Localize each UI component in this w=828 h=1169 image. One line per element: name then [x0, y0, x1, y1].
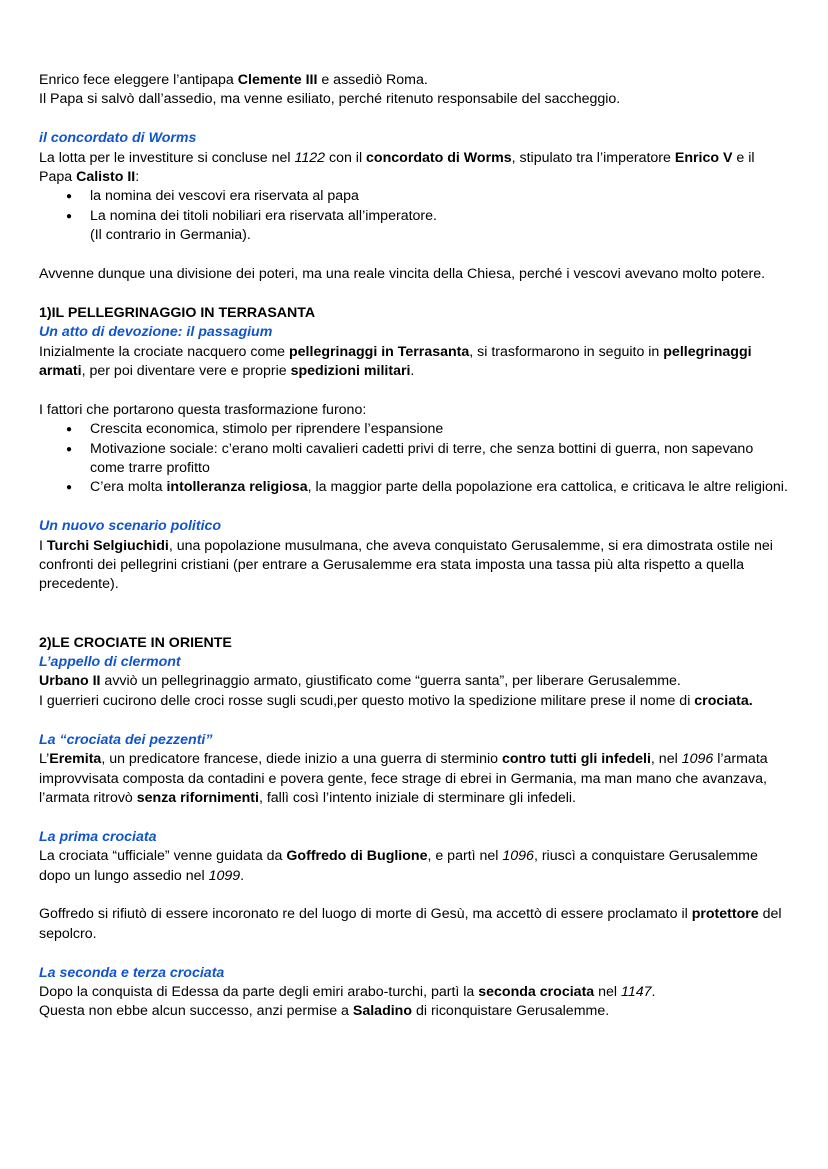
bullet-item	[39, 440, 791, 479]
bold-text: Eremita	[49, 751, 102, 768]
paragraph	[39, 750, 791, 808]
paragraph	[39, 1002, 791, 1021]
bullet-icon: ●	[66, 210, 73, 222]
subsection-heading	[39, 964, 791, 983]
text-run: , una popolazione musulmana, che aveva conquistato Gerusalemme, si era dimostrata ostile nei confronti dei pellegrini cristiani (per entrare a Gerusalemme era stata imposta una tassa più alta rispetto a quella precedente).	[39, 537, 773, 593]
bold-text: intolleranza religiosa	[166, 479, 308, 496]
text-run: La nomina dei titoli nobiliari era riservata all’imperatore.	[90, 207, 437, 224]
text-run: , stipulato tra l’imperatore	[511, 149, 675, 166]
text-run: La crociata “ufficiale” venne guidata da	[39, 848, 287, 865]
text-run: , un predicatore francese, diede inizio a una guerra di sterminio	[101, 751, 502, 768]
text-run: avviò un pellegrinaggio armato, giustificato come “guerra santa”, per liberare Gerusalemme.	[100, 673, 681, 690]
text-run: (Il contrario in Germania).	[90, 227, 251, 244]
text-run: Dopo la conquista di Edessa da parte degli emiri arabo-turchi, partì la	[39, 983, 479, 1000]
paragraph	[39, 847, 791, 886]
paragraph	[39, 343, 791, 382]
text-run: I guerrieri cucirono delle croci rosse sugli scudi,per questo motivo la spedizione militare prese il nome di	[39, 692, 695, 709]
text-run: nel	[594, 983, 622, 1000]
text-run: , riuscì a conquistare Gerusalemme dopo un lungo assedio nel	[39, 848, 758, 884]
bullet-item	[39, 478, 791, 497]
text-run: e il Papa	[39, 149, 755, 186]
text-run: il concordato di Worms	[39, 130, 197, 147]
document-page	[39, 71, 791, 1022]
blank-line	[39, 614, 791, 633]
blank-line	[39, 381, 791, 400]
bold-text: contro tutti gli infedeli	[501, 751, 651, 768]
text-run: I	[39, 537, 47, 554]
text-run: Inizialmente la crociate nacquero come	[39, 343, 289, 360]
bold-text: Clemente III	[237, 72, 318, 88]
text-run: la nomina dei vescovi era riservata al papa	[90, 188, 359, 205]
text-run: La lotta per le investiture si concluse nel	[39, 149, 295, 166]
text-run: Un atto di devozione: il passagium	[39, 324, 273, 341]
blank-line	[39, 711, 791, 730]
bold-text: seconda crociata	[478, 983, 595, 1000]
section-heading	[39, 634, 791, 653]
bold-text: concordato di Worms	[366, 149, 512, 166]
italic-text: 1096	[502, 848, 534, 865]
paragraph	[39, 90, 791, 109]
bullet-icon: ●	[66, 424, 73, 436]
text-run: .	[240, 867, 245, 884]
bold-text: Urbano II	[39, 673, 101, 690]
text-run: La prima crociata	[39, 828, 157, 845]
bullet-icon: ●	[66, 482, 73, 494]
subsection-heading	[39, 129, 791, 148]
text-run: Goffredo si rifiutò di essere incoronato re del luogo di morte di Gesù, ma accettò di essere proclamato il	[39, 906, 692, 923]
section-heading	[39, 304, 791, 323]
text-run: La seconda e terza crociata	[39, 964, 225, 981]
paragraph	[39, 149, 791, 188]
paragraph	[39, 71, 791, 90]
text-run: Avvenne dunque una divisione dei poteri, ma una reale vincita della Chiesa, perché i vescovi avevano molto potere.	[39, 266, 766, 283]
subsection-heading	[39, 731, 791, 750]
bold-text: pellegrinaggi armati	[39, 343, 752, 380]
subsection-heading	[39, 828, 791, 847]
bold-text: pellegrinaggi in Terrasanta	[289, 343, 470, 360]
text-run: 1)IL PELLEGRINAGGIO IN TERRASANTA	[39, 304, 316, 321]
blank-line	[39, 498, 791, 517]
bold-text: Saladino	[352, 1003, 413, 1020]
text-run: Questa non ebbe alcun successo, anzi permise a	[39, 1003, 353, 1020]
blank-line	[39, 110, 791, 129]
blank-line	[39, 284, 791, 303]
text-run: Il Papa si salvò dall’assedio, ma venne esiliato, perché ritenuto responsabile del saccheggio.	[39, 91, 621, 108]
bold-text: Enrico V	[674, 149, 733, 166]
text-run: , fallì così l’intento iniziale di sterminare gli infedeli.	[258, 789, 576, 806]
paragraph	[39, 905, 791, 944]
text-run: I fattori che portarono questa trasformazione furono:	[39, 401, 367, 418]
text-run: , per poi diventare vere e proprie	[81, 363, 291, 380]
paragraph	[39, 401, 791, 420]
paragraph	[39, 265, 791, 284]
text-run: .	[651, 983, 656, 1000]
paragraph	[39, 983, 791, 1002]
blank-line	[39, 246, 791, 265]
text-run: La “crociata dei pezzenti”	[39, 731, 213, 748]
bold-text: crociata.	[694, 692, 753, 709]
text-run: , la maggior parte della popolazione era cattolica, e criticava le altre religioni.	[307, 479, 788, 496]
italic-text: 1122	[294, 149, 326, 166]
text-run: del sepolcro.	[39, 906, 782, 942]
italic-text: 1096	[681, 751, 714, 768]
blank-line	[39, 886, 791, 905]
bold-text: Goffredo di Buglione	[286, 848, 428, 865]
paragraph	[39, 537, 791, 595]
text-run: L’	[39, 751, 50, 768]
text-run: C’era molta	[90, 479, 167, 496]
bold-text: Turchi Selgiuchidi	[46, 537, 169, 554]
text-run: di riconquistare Gerusalemme.	[412, 1003, 610, 1020]
blank-line	[39, 595, 791, 614]
subsection-heading	[39, 517, 791, 536]
text-run: Enrico fece eleggere l’antipapa	[39, 72, 238, 88]
text-run: Motivazione sociale: c’erano molti cavalieri cadetti privi di terre, che senza bottini di guerra, non sapevano come trarre profitto	[90, 440, 754, 477]
bullet-icon: ●	[66, 191, 73, 203]
blank-line	[39, 944, 791, 963]
bold-text: spedizioni militari	[290, 363, 411, 380]
bullet-continuation	[39, 226, 791, 245]
text-run: e assediò Roma.	[317, 72, 428, 88]
text-run: Crescita economica, stimolo per riprendere l’espansione	[90, 421, 444, 438]
text-run: l’armata improvvisata composta da contadini e povera gente, fece strage di ebrei in Germania, ma man mano che avanzava, l’armata ritrovò	[39, 751, 768, 806]
text-run: :	[135, 169, 140, 186]
paragraph	[39, 692, 791, 711]
bullet-icon: ●	[66, 443, 73, 455]
text-run: , e partì nel	[427, 848, 503, 865]
text-run: , si trasformarono in seguito in	[469, 343, 664, 360]
text-run: con il	[325, 149, 367, 166]
bullet-item	[39, 207, 791, 226]
text-run: Un nuovo scenario politico	[39, 518, 222, 535]
italic-text: 1099	[208, 867, 241, 884]
bullet-item	[39, 420, 791, 439]
subsection-heading	[39, 653, 791, 672]
text-run: L’appello di clermont	[39, 654, 181, 671]
bold-text: Calisto II	[76, 169, 136, 186]
bold-text: senza rifornimenti	[136, 789, 259, 806]
text-run: .	[410, 363, 415, 380]
text-run: 2)LE CROCIATE IN ORIENTE	[39, 634, 232, 651]
bullet-item	[39, 187, 791, 206]
paragraph	[39, 672, 791, 691]
text-run: , nel	[650, 751, 682, 768]
italic-text: 1147	[621, 983, 652, 1000]
bold-text: protettore	[691, 906, 759, 923]
blank-line	[39, 808, 791, 827]
subsection-heading	[39, 323, 791, 342]
